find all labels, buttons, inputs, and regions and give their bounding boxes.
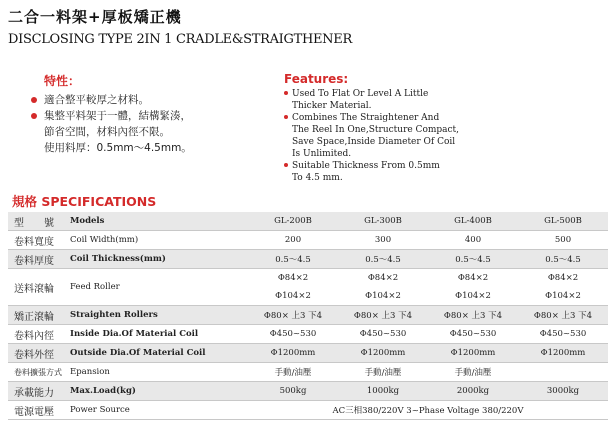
features-cn-item [30,108,192,124]
cell-value: GL-500B [518,212,608,231]
bullet-icon [31,97,37,103]
features-en-text: Is Unlimited. [292,149,352,159]
table-row-expansion [8,363,608,382]
cell-value [428,269,518,306]
row-label-cn: 卷料內徑 [8,325,70,344]
cell-value: 手動/油壓 [428,363,518,382]
cell-value [338,269,428,306]
cell-value: 0.5～4.5 [248,250,338,269]
cell-value: 1000kg [338,382,428,401]
features-en-heading: Features: [284,72,349,86]
row-label-en: Epansion [70,363,248,382]
row-label-cn: 電源電壓 [8,401,70,420]
table-row-power-source [8,401,608,420]
cell-value [518,363,608,382]
cell-value: 手動/油壓 [248,363,338,382]
table-row-models [8,212,608,231]
row-label-cn: 卷料外徑 [8,344,70,363]
row-label-cn: 型 號 [8,212,70,231]
cell-value-line: Φ84×2 [367,273,399,283]
page-title-en: DISCLOSING TYPE 2IN 1 CRADLE&STRAIGTHENER [8,32,352,47]
cell-value-line: Φ104×2 [365,291,401,301]
row-label-cn: 卷料寬度 [8,231,70,250]
cell-value-line: Φ104×2 [455,291,491,301]
features-cn-text: 使用料厚：0.5mm～4.5mm。 [44,142,192,154]
cell-value: 0.5～4.5 [518,250,608,269]
features-cn-item [30,92,192,108]
cell-value: 0.5～4.5 [428,250,518,269]
table-row-outside-dia [8,344,608,363]
row-label-cn: 卷料厚度 [8,250,70,269]
cell-value-line: Φ104×2 [545,291,581,301]
cell-value [518,269,608,306]
row-label-en: Straighten Rollers [70,306,248,325]
features-cn-heading: 特性： [44,74,81,88]
cell-value: 500 [518,231,608,250]
row-label-en: Coil Thickness(mm) [70,250,248,269]
cell-value: GL-400B [428,212,518,231]
cell-value-line: Φ84×2 [277,273,309,283]
features-en-item [284,88,459,100]
cell-value: Φ80× 上3 下4 [518,306,608,325]
row-label-cn: 承載能力 [8,382,70,401]
cell-value: Φ1200mm [428,344,518,363]
cell-value: 200 [248,231,338,250]
table-row-coil-thickness [8,250,608,269]
specifications-heading: 規格 SPECIFICATIONS [12,194,157,209]
table-row-feed-roller [8,269,608,306]
features-en-item [284,112,459,124]
row-label-cn: 送料滾輪 [8,269,70,306]
cell-value: GL-300B [338,212,428,231]
page-title-cn: 二合一料架+厚板矯正機 [8,8,182,26]
cell-value: Φ80× 上3 下4 [338,306,428,325]
specifications-table [8,212,608,420]
table-row-inside-dia [8,325,608,344]
features-en-text: Thicker Material. [292,101,372,111]
features-cn [30,72,192,156]
cell-value: 2000kg [428,382,518,401]
row-label-en: Outside Dia.Of Material Coil [70,344,248,363]
features-cn-text: 適合整平較厚之材料。 [44,94,149,106]
row-label-en: Coil Width(mm) [70,231,248,250]
cell-value: Φ450~530 [338,325,428,344]
features-cn-text: 集整平料架于一體，結構緊湊， [44,110,191,122]
cell-value: Φ1200mm [338,344,428,363]
cell-value: 手動/油壓 [338,363,428,382]
bullet-icon [284,163,288,167]
cell-value: Φ1200mm [248,344,338,363]
cell-value: Φ450~530 [428,325,518,344]
features-cn-text: 節省空間，材料內徑不限。 [44,126,170,138]
features-en-text: Save Space,Inside Diameter Of Coil [292,137,456,147]
table-row-max-load [8,382,608,401]
cell-value: AC三相380/220V 3~Phase Voltage 380/220V [248,401,608,420]
row-label-en: Max.Load(kg) [70,382,248,401]
features-en-text: Combines The Straightener And [292,113,440,123]
row-label-en: Feed Roller [70,269,248,306]
row-label-en: Models [70,212,248,231]
features-en-text: Used To Flat Or Level A Little [292,89,429,99]
cell-value: 400 [428,231,518,250]
cell-value-line: Φ104×2 [275,291,311,301]
features-en-text: Suitable Thickness From 0.5mm [292,161,440,171]
table-row-coil-width [8,231,608,250]
cell-value: Φ450~530 [248,325,338,344]
cell-value: 500kg [248,382,338,401]
bullet-icon [31,113,37,119]
bullet-icon [284,115,288,119]
bullet-icon [284,91,288,95]
cell-value: 3000kg [518,382,608,401]
cell-value: Φ1200mm [518,344,608,363]
cell-value: 300 [338,231,428,250]
cell-value: Φ450~530 [518,325,608,344]
features-en-item [284,160,459,172]
cell-value: GL-200B [248,212,338,231]
row-label-cn: 矯正滾輪 [8,306,70,325]
row-label-en: Inside Dia.Of Material Coil [70,325,248,344]
features-en-text: The Reel In One,Structure Compact, [292,125,460,135]
cell-value-line: Φ84×2 [457,273,489,283]
features-en-text: To 4.5 mm. [292,173,343,183]
cell-value [248,269,338,306]
table-row-straighten-rollers [8,306,608,325]
features-en [284,72,459,184]
row-label-en: Power Source [70,401,248,420]
row-label-cn: 卷料擴張方式 [8,363,70,382]
cell-value: 0.5～4.5 [338,250,428,269]
cell-value: Φ80× 上3 下4 [248,306,338,325]
cell-value-line: Φ84×2 [547,273,579,283]
cell-value: Φ80× 上3 下4 [428,306,518,325]
